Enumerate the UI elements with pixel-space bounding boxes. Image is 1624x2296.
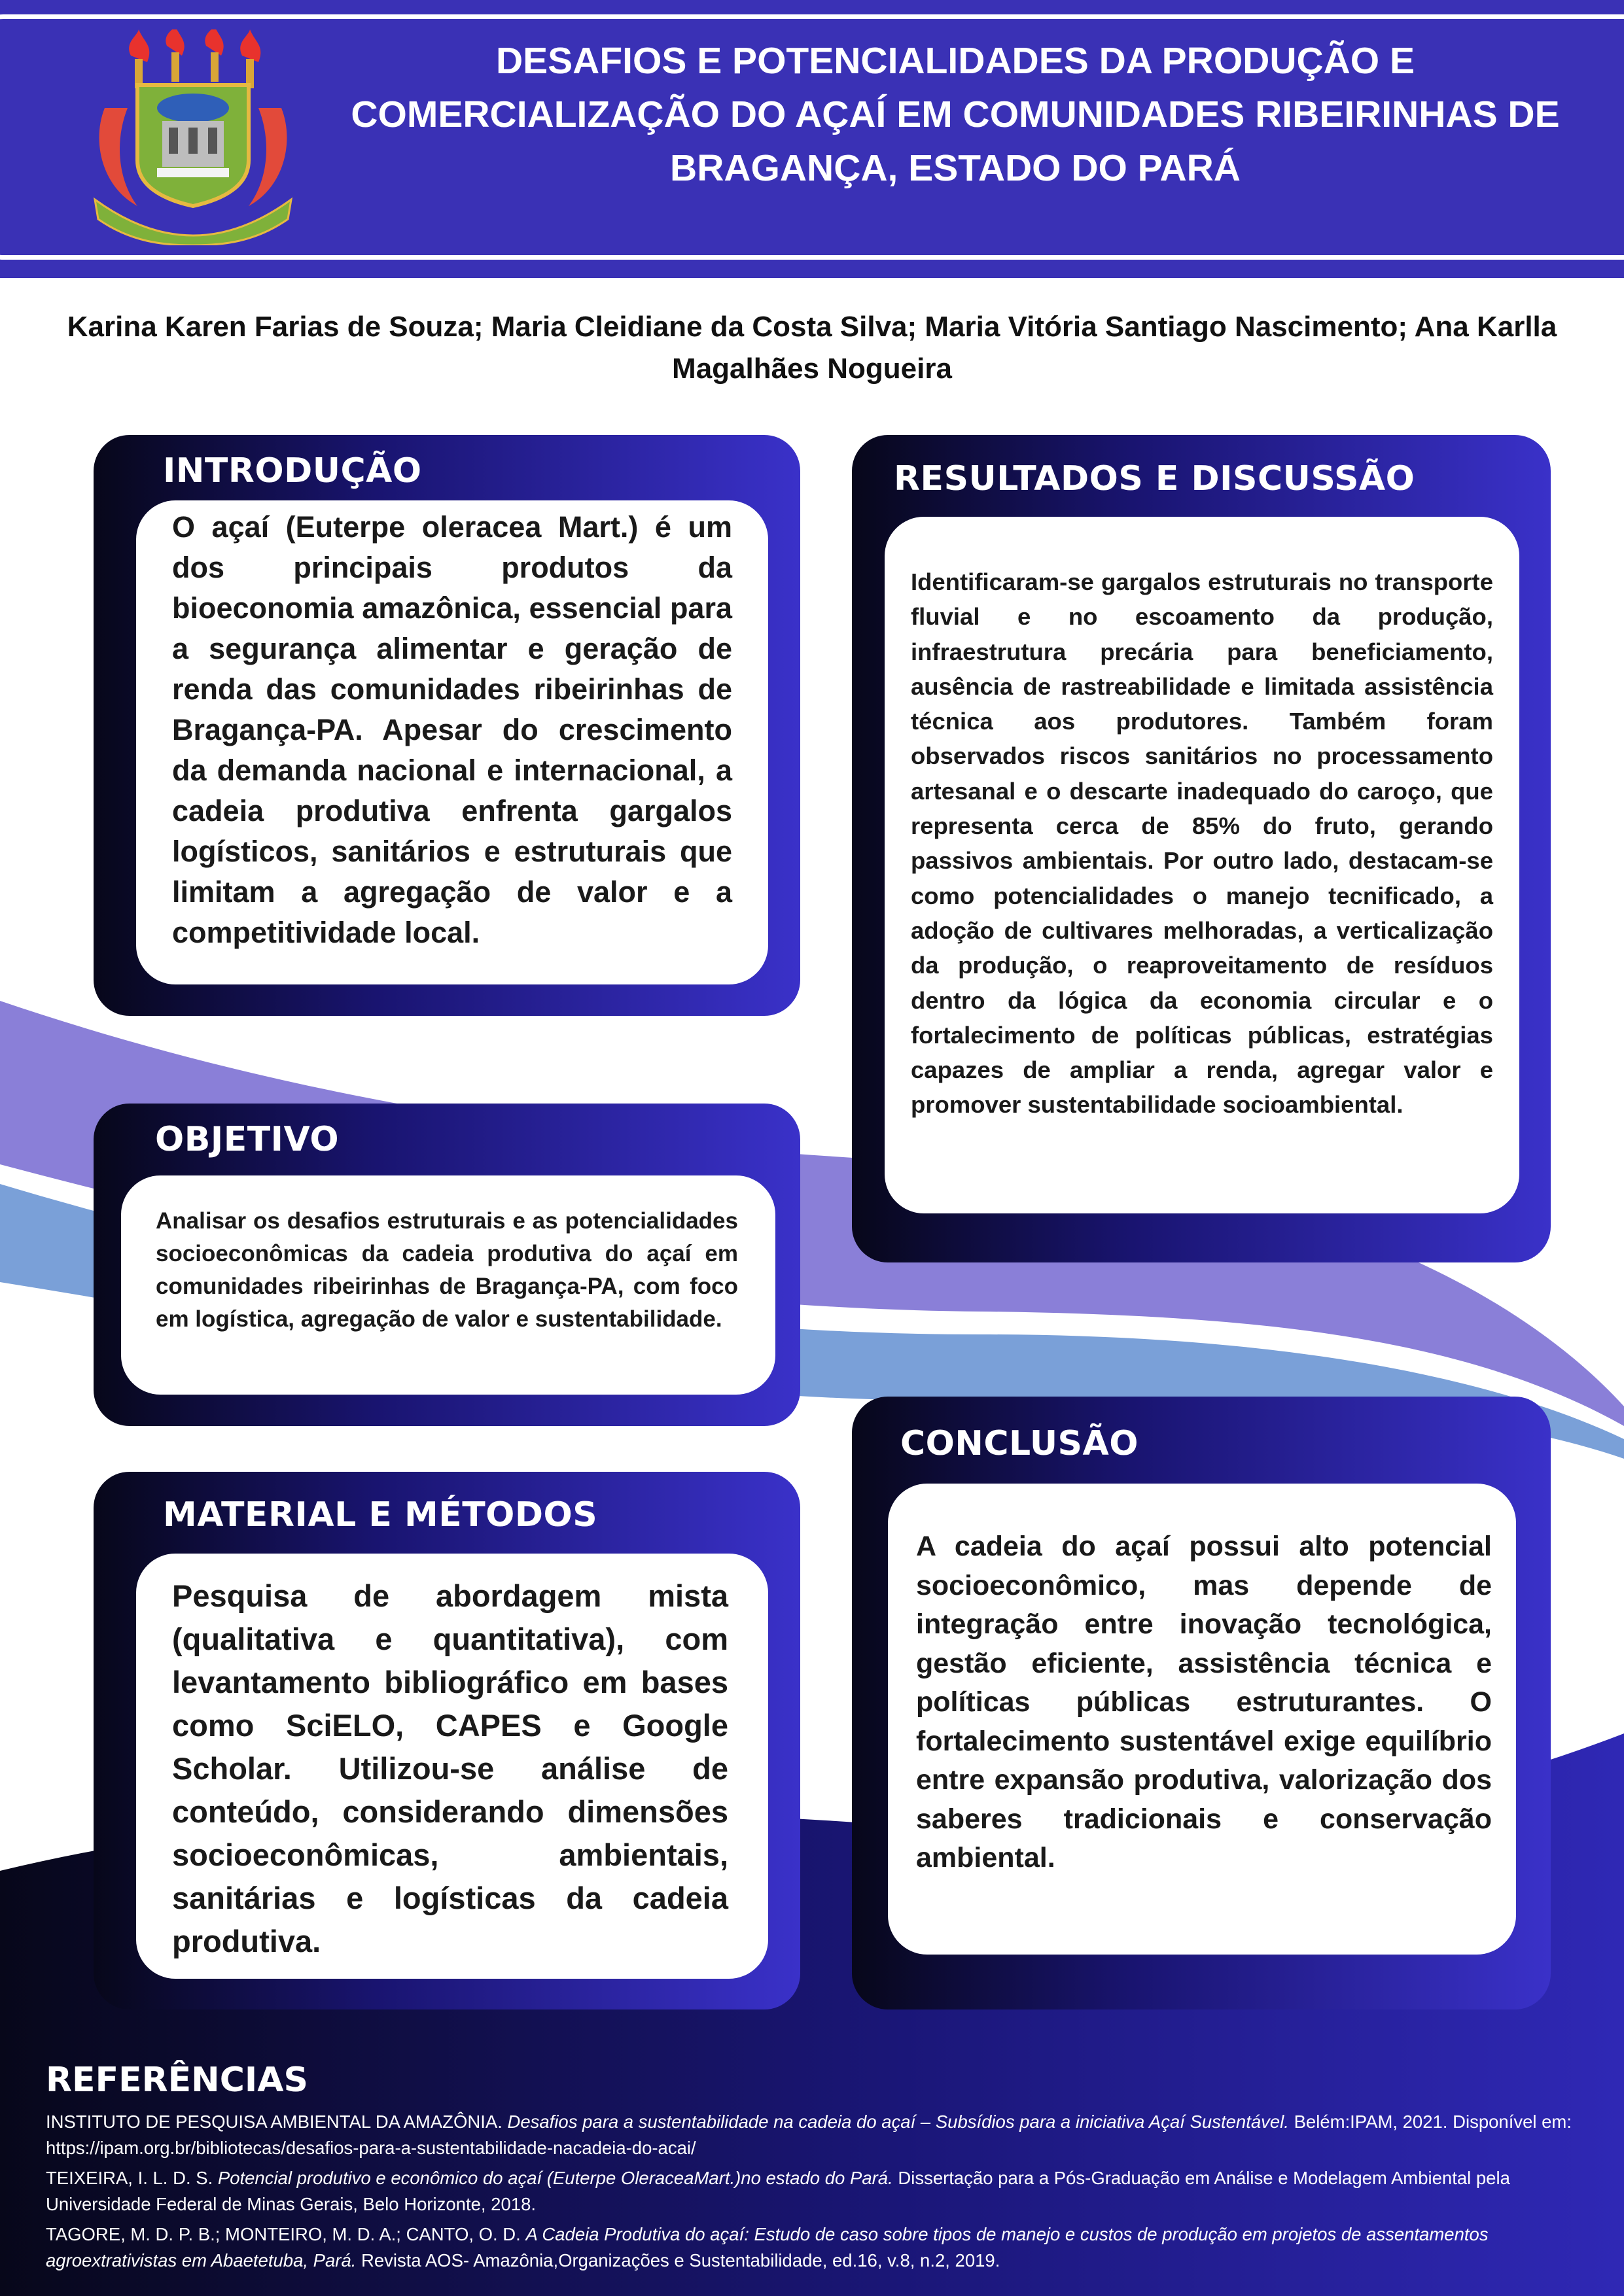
reference-item: TAGORE, M. D. P. B.; MONTEIRO, M. D. A.; CANTO, O. D. A Cadeia Produtiva do açaí: Estudo de caso sobre tipos de manejo e custos de produção em projetos de assentamentos agroextrativistas em Abaetetuba, Pará. Revista AOS- Amazônia,Organizações e Sustentabilidade, ed.16, v.8, n.2, 2019. — [46, 2224, 1489, 2270]
introducao-title: INTRODUÇÃO — [163, 451, 422, 491]
objetivo-card — [94, 1104, 800, 1426]
material-metodos-title: MATERIAL E MÉTODOS — [163, 1495, 598, 1535]
material-metodos-card — [94, 1472, 800, 2009]
objetivo-title: OBJETIVO — [155, 1120, 340, 1159]
reference-item: TEIXEIRA, I. L. D. S. Potencial produtivo e econômico do açaí (Euterpe OleraceaMart.)no estado do Pará. Dissertação para a Pós-Graduação em Análise e Modelagem Ambiental pela Universidade Federal de Minas Gerais, Belo Horizonte, 2018. — [46, 2168, 1510, 2214]
authors-line: Karina Karen Farias de Souza; Maria Cleidiane da Costa Silva; Maria Vitória Santiago Nascimento; Ana Karlla Magalhães Nogueira — [67, 311, 1557, 385]
resultados-title: RESULTADOS E DISCUSSÃO — [894, 459, 1415, 498]
objetivo-text: Analisar os desafios estruturais e as potencialidades socioeconômicas da cadeia produtiva do açaí em comunidades ribeirinhas de Bragança-PA, com foco em logística, agregação de valor e sustentabilidade. — [156, 1208, 738, 1332]
references-title: REFERÊNCIAS — [46, 2061, 308, 2100]
reference-item: INSTITUTO DE PESQUISA AMBIENTAL DA AMAZÔNIA. Desafios para a sustentabilidade na cadeia do açaí – Subsídios para a iniciativa Açaí Sustentável. Belém:IPAM, 2021. Disponível em: https://ipam.org.br/bibliotecas/desafios-para-a-sustentabilidade-nacadeia-do-acai/ — [46, 2112, 1572, 2158]
conclusao-text: A cadeia do açaí possui alto potencial socioeconômico, mas depende de integração entre inovação tecnológica, gestão eficiente, assistência técnica e políticas públicas estruturantes. O fortalecimento sustentável exige equilíbrio entre expansão produtiva, valorização dos saberes tradicionais e conservação ambiental. — [916, 1531, 1492, 1873]
poster-title: DESAFIOS E POTENCIALIDADES DA PRODUÇÃO E COMERCIALIZAÇÃO DO AÇAÍ EM COMUNIDADES RIBEIRINHAS DE BRAGANÇA, ESTADO DO PARÁ — [351, 40, 1560, 189]
introducao-card — [94, 435, 800, 1016]
introducao-text: O açaí (Euterpe oleracea Mart.) é um dos principais produtos da bioeconomia amazônica, essencial para a segurança alimentar e geração de renda das comunidades ribeirinhas de Bragança-PA. Apesar do crescimento da demanda nacional e internacional, a cadeia produtiva enfrenta gargalos logísticos, sanitários e estruturais que limitam a agregação de valor e a competitividade local. — [172, 510, 732, 949]
resultados-card — [852, 435, 1551, 1262]
ufra-logo — [92, 29, 294, 245]
conclusao-title: CONCLUSÃO — [900, 1424, 1139, 1463]
references-section — [46, 2061, 1577, 2278]
resultados-text: Identificaram-se gargalos estruturais no transporte fluvial e no escoamento da produção, infraestrutura precária para beneficiamento, ausência de rastreabilidade e limitada assistência técnica aos produtores. Também foram observados riscos sanitários no processamento artesanal e o descarte inadequado do caroço, que representa cerca de 85% do fruto, gerando passivos ambientais. Por outro lado, destacam-se como potencialidades o manejo tecnificado, a adoção de cultivares melhoradas, a verticalização da produção, o reaproveitamento de resíduos dentro da lógica da economia circular e o fortalecimento de políticas públicas, estratégias capazes de ampliar a renda, agregar valor e promover sustentabilidade socioambiental. — [911, 568, 1493, 1119]
material-metodos-text: Pesquisa de abordagem mista (qualitativa e quantitativa), com levantamento bibliográfico em bases como SciELO, CAPES e Google Scholar. Utilizou-se análise de conteúdo, considerando dimensões socioeconômicas, ambientais, sanitárias e logísticas da cadeia produtiva. — [172, 1578, 728, 1958]
header-banner — [0, 0, 1624, 278]
conclusao-card — [852, 1397, 1551, 2009]
